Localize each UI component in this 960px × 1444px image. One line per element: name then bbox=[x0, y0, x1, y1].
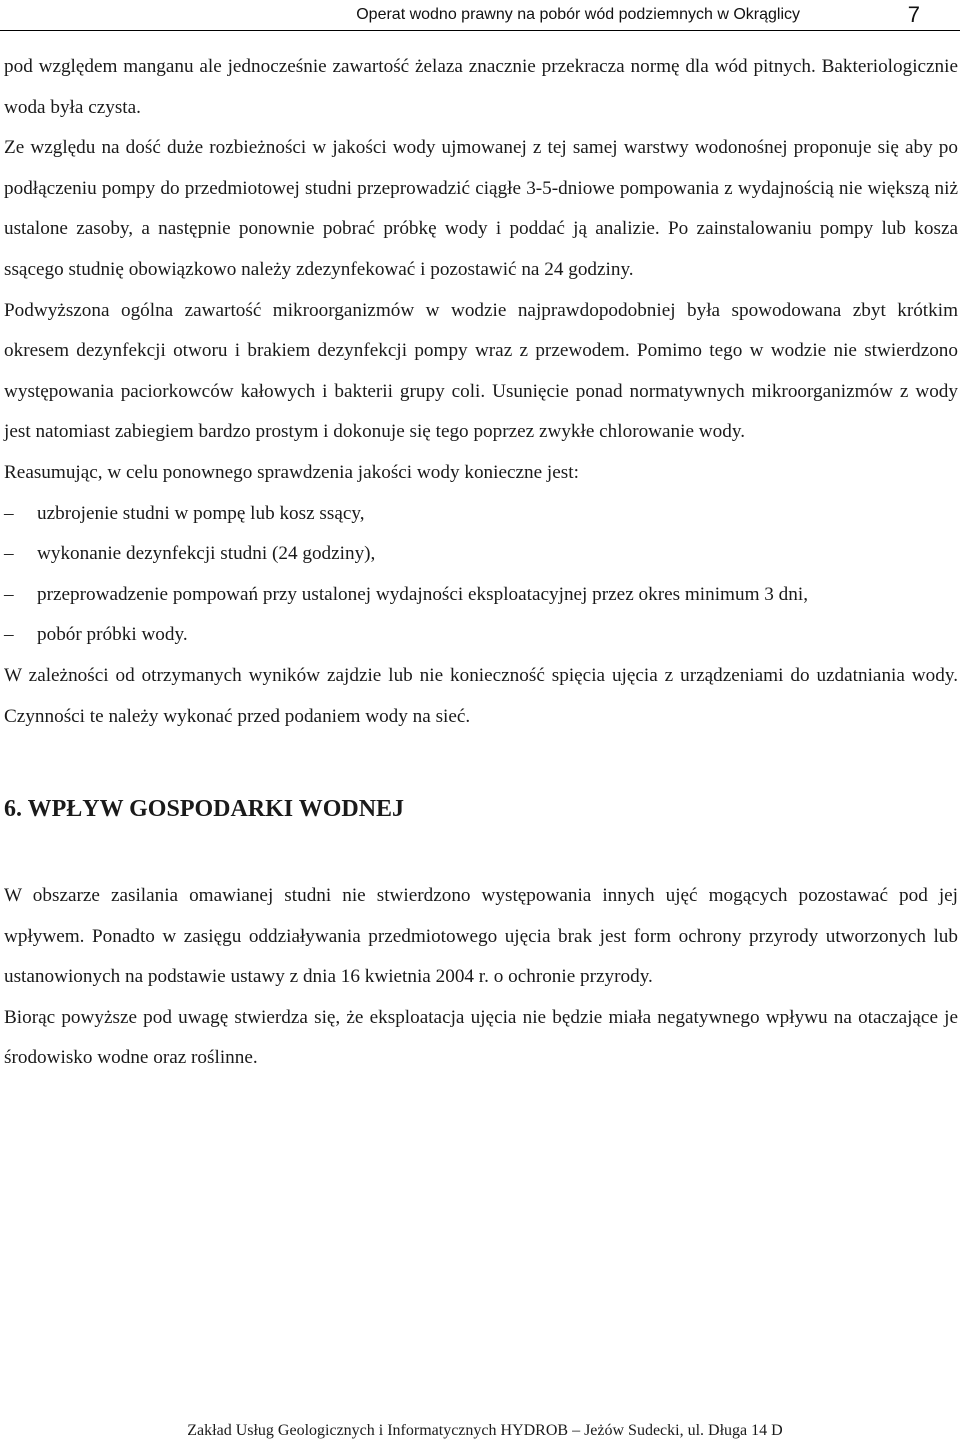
document-body bbox=[4, 47, 958, 1079]
page-footer bbox=[0, 1422, 960, 1440]
section-heading: 6. WPŁYW GOSPODARKI WODNEJ bbox=[4, 796, 405, 823]
paragraph-microorganisms: Podwyższona ogólna zawartość mikroorganizmów w wodzie najprawdopodobniej była spowodowana zbyt krótkim okresem dezynfekcji otworu i brakiem dezynfekcji pompy wraz z przewodem. Pomimo tego w wodzie nie stwierdzono występowania paciorkowców kałowych i bakterii grupy coli. Usunięcie ponad normatywnych mikroorganizmów z wody jest natomiast zabiegiem bardzo prostym i dokonuje się tego poprzez zwykłe chlorowanie wody. bbox=[4, 299, 958, 443]
header-title: Operat wodno prawny na pobór wód podziemnych w Okrąglicy bbox=[356, 6, 800, 23]
dash-bullet: – bbox=[4, 583, 14, 605]
paragraph-continuation: pod względem manganu ale jednocześnie zawartość żelaza znacznie przekracza normę dla wód pitnych. Bakteriologicznie woda była czysta. bbox=[4, 56, 958, 118]
dash-bullet: – bbox=[4, 502, 14, 524]
list-item-text: uzbrojenie studni w pompę lub kosz ssący, bbox=[37, 502, 365, 524]
paragraph-treatment: W zależności od otrzymanych wyników zajdzie lub nie konieczność spięcia ujęcia z urządzeniami do uzdatniania wody. Czynności te należy wykonać przed podaniem wody na sieć. bbox=[4, 664, 958, 727]
list-item bbox=[4, 494, 958, 535]
paragraph-pumping-recommendation: Ze względu na dość duże rozbieżności w jakości wody ujmowanej z tej samej warstwy wodonośnej proponuje się aby po podłączeniu pompy do przedmiotowej studni przeprowadzić ciągłe 3-5-dniowe pompowania z wydajnością nie większą niż ustalone zasoby, a następnie ponownie pobrać próbkę wody i poddać ją analizie. Po zainstalowaniu pompy lub kosza ssącego studnię obowiązkowo należy zdezynfekować i pozostawić na 24 godziny. bbox=[4, 137, 958, 280]
dash-bullet: – bbox=[4, 624, 14, 646]
dash-bullet: – bbox=[4, 543, 14, 565]
page-number: 7 bbox=[907, 2, 920, 27]
paragraph-summary-intro: Reasumując, w celu ponownego sprawdzenia jakości wody konieczne jest: bbox=[4, 461, 579, 483]
requirements-list bbox=[4, 494, 958, 656]
paragraph-water-management: W obszarze zasilania omawianej studni nie stwierdzono występowania innych ujęć mogących pozostawać pod jej wpływem. Ponadto w zasięgu oddziaływania przedmiotowego ujęcia brak jest form ochrony przyrody utworzonych lub ustanowionych na podstawie ustawy z dnia 16 kwietnia 2004 r. o ochronie przyrody. bbox=[4, 885, 958, 988]
list-item-text: przeprowadzenie pompowań przy ustalonej wydajności eksploatacyjnej przez okres minimum 3 dni, bbox=[37, 583, 808, 605]
page-header bbox=[0, 2, 960, 31]
paragraph-conclusion: Biorąc powyższe pod uwagę stwierdza się, że eksploatacja ujęcia nie będzie miała negatywnego wpływu na otaczające je środowisko wodne oraz roślinne. bbox=[4, 1006, 958, 1069]
list-item-text: wykonanie dezynfekcji studni (24 godziny), bbox=[37, 543, 376, 565]
list-item bbox=[4, 575, 958, 616]
list-item-text: pobór próbki wody. bbox=[37, 624, 188, 646]
list-item bbox=[4, 615, 958, 656]
list-item bbox=[4, 534, 958, 575]
footer-text: Zakład Usług Geologicznych i Informatycznych HYDROB – Jeżów Sudecki, ul. Długa 14 D bbox=[187, 1422, 783, 1439]
